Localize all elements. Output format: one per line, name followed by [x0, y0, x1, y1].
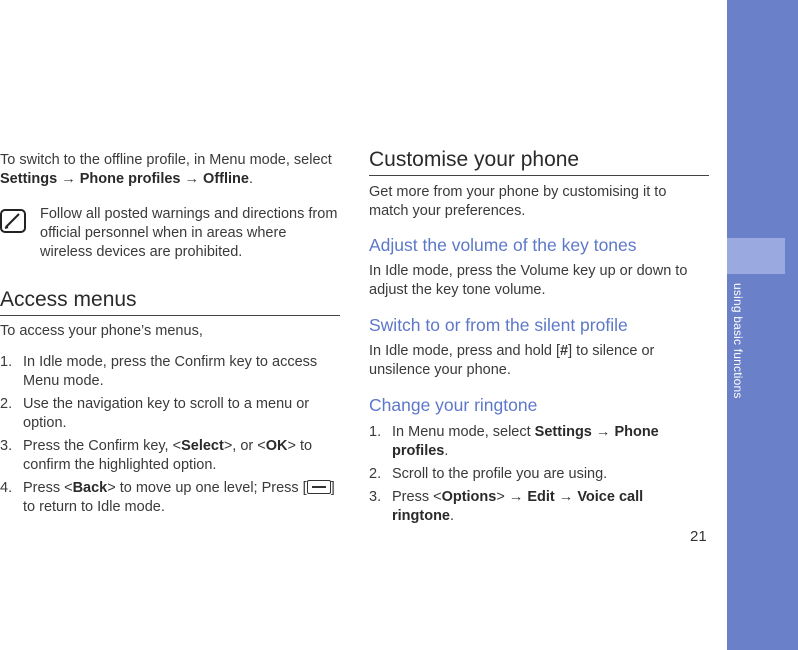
note-pencil-icon — [0, 209, 26, 233]
end-key-icon — [307, 480, 331, 494]
list-item: 4. Press <Back> to move up one level; Press [ ] to return to Idle mode. — [0, 480, 335, 515]
right-column — [369, 148, 709, 526]
hash-key-icon: # — [560, 343, 569, 359]
list-item: 2. Scroll to the profile you are using. — [369, 466, 608, 482]
warning-note — [0, 205, 340, 262]
note-text: Follow all posted warnings and directions from official personnel when in areas where wireless devices are prohibited. — [40, 206, 338, 260]
volume-text: In Idle mode, press the Volume key up or down to adjust the key tone volume. — [369, 263, 688, 298]
ringtone-heading: Change your ringtone — [369, 395, 538, 415]
list-item: 1. In Idle mode, press the Confirm key to access Menu mode. — [0, 354, 318, 389]
access-steps — [0, 353, 340, 517]
customise-intro: Get more from your phone by customising it to match your preferences. — [369, 184, 667, 219]
offline-instruction: To switch to the offline profile, in Menu mode, select Settings → Phone profiles → Offline. — [0, 152, 332, 187]
access-intro: To access your phone’s menus, — [0, 323, 203, 339]
silent-text: In Idle mode, press and hold [#] to silence or unsilence your phone. — [369, 343, 655, 378]
list-item: 2. Use the navigation key to scroll to a menu or option. — [0, 396, 310, 431]
ringtone-steps — [369, 423, 709, 526]
left-column — [0, 151, 340, 517]
list-item: 3. Press the Confirm key, <Select>, or <OK> to confirm the highlighted option. — [0, 438, 313, 473]
silent-heading: Switch to or from the silent profile — [369, 315, 628, 335]
page-number: 21 — [690, 528, 707, 545]
sidebar-tab — [727, 238, 785, 274]
list-item: 3. Press <Options> → Edit → Voice call ringtone. — [369, 489, 644, 524]
customise-heading: Customise your phone — [369, 148, 709, 176]
section-label: using basic functions — [731, 283, 745, 399]
list-item: 1. In Menu mode, select Settings → Phone profiles. — [369, 424, 659, 459]
volume-heading: Adjust the volume of the key tones — [369, 235, 637, 255]
access-menus-heading: Access menus — [0, 288, 340, 316]
